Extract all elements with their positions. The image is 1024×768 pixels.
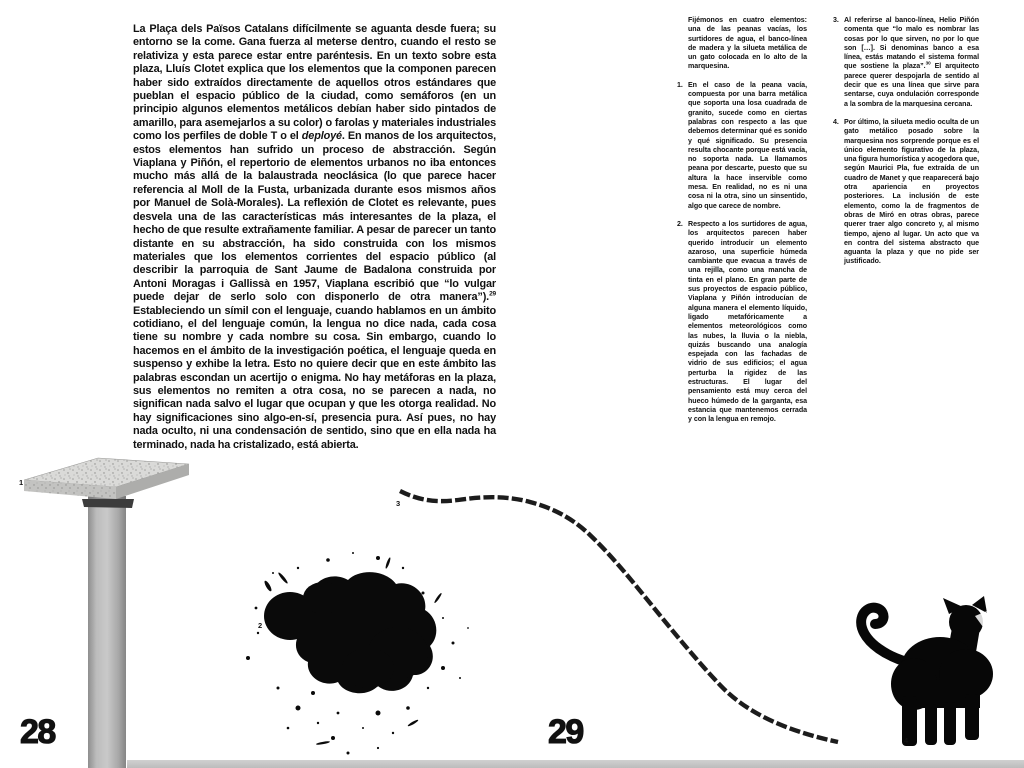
item-text: En el caso de la peana vacía, compuesta por una barra metálica que soporta una losa cuadrada de granito, sucede como en ciertas palabras con respecto a las que debemos determinar qué es sonido y qué significado. Su presencia resulta chocante porque está vacía, no soporta nada. La llamamos peana por descarte, puesto que su altura la hace inservible como mesa. En realidad, no es ni una cosa ni la otra, sino un sinsentido, algo que carece de nombre. [688, 80, 807, 210]
dashed-curve-image [390, 483, 850, 753]
numbered-item-4 [833, 117, 979, 267]
figure-label-3: 3 [396, 499, 401, 508]
item-number: 4. [833, 117, 839, 126]
numbered-item-2 [677, 219, 807, 425]
numbered-item-1 [677, 80, 807, 211]
dashed-curve-figure [390, 483, 850, 758]
footnote-reference-30: 30 [925, 61, 931, 67]
body-text-part3: Estableciendo un símil con el lenguaje, cuando hablamos en un ámbito cotidiano, el del lenguaje común, la lengua no dice nada, cada cosa tiene su nombre y cada nombre su cosa. Sin embargo, cuando lo hacemos en el ámbito de la investigación poética, el lenguaje queda en suspenso y exhibe la letra. Esto no quiere decir que en este ámbito las palabras escondan un acertijo o enigma. No hay metáforas en la plaza, sus elementos no remiten a otra cosa, no se parecen a nada, no significan nada salvo el lugar que ocupan y que les otorga realidad. No hay significaciones sino algo-en-sí, presencia pura. Así pues, no hay nada oculto, ni una condensación de sentido, sino que en ella nada ha terminado, nada ha cristalizado, está abierta. [133, 304, 496, 451]
body-text-part1: La Plaça dels Països Catalans difícilmente se aguanta desde fuera; su entorno se la come. Gana fuerza al meterse dentro, cuando el resto se relativiza y esta parece estar entre paréntesis. En un texto sobre esta plaza, Lluís Clotet explica que los elementos que la componen parecen haber sido extraídos directamente de aquellos otros estándares que pueblan el espacio público de la ciudad, como semáforos (en un principio algunos elementos metálicos debían haber sido pintados de amarillo, para asemejarlos a su color) o farolas y materiales industriales como los perfiles de doble T o el [133, 23, 496, 143]
figure-label-1: 1 [19, 478, 24, 487]
page-number-left: 28 [20, 713, 55, 751]
item-number: 2. [677, 219, 683, 228]
item-number: 3. [833, 16, 839, 24]
right-page-column-1 [677, 16, 807, 433]
item-text [844, 16, 979, 108]
cat-silhouette-image [845, 596, 1017, 748]
photo-ground-strip [127, 760, 1024, 768]
page-number-right: 29 [548, 713, 583, 751]
body-text-part2: . En manos de los arquitectos, estos elementos han sufrido un proceso de abstracción. Según Viaplana y Piñón, el repertorio de elementos urbanos no iba entonces mucho más allá de la balaustrada neoclásica (lo que parece hacer referencia al Moll de la Fusta, urbanizada durante esos mismos años por Manuel de Solà-Morales). La reflexión de Clotet es relevante, pues desvela una de las características más interesantes de la plaza, el hecho de que resulte extrañamente familiar. A pesar de parecer un tanto distante en su abstracción, ha sido construida con los mismos materiales que los elementos corrientes del espacio público (al describir la parroquia de Sant Jaume de Badalona construida por Antoni Moragas i Gallissà en 1957, Viaplana escribió que “lo vulgar puede dejar de serlo solo con disponerlo de otra manera”). [133, 130, 496, 304]
left-page-body-paragraph [133, 23, 496, 452]
item-text: Respecto a los surtidores de agua, los arquitectos parecen haber querido introducir un elemento azaroso, una superficie húmeda cambiante que evacua a través de una rejilla, como una mancha de tinta en el plano. En gran parte de sus proyectos de espacio público, Viaplana y Piñón introducían de alguna manera el elemento líquido, ligado metafóricamente a elementos meteorológicos como las nubes, la lluvia o la niebla, quizás buscando una analogía espejada con las fachadas de vidrio de sus edificios; el agua perturba la rigidez de las estructuras. El lugar del pensamiento está muy cerca del hueco húmedo de la garganta, esa estancia que mantenemos cerrada y con la lengua en remojo. [688, 219, 807, 424]
item-text-pre: Al referirse al banco-línea, Helio Piñón comenta que “lo malo es nombrar las cosas por lo que sirven, no por lo que son […]. Si denominas banco a esa línea, estás matando el sistema formal que sostiene la plaza”. [844, 16, 979, 71]
cat-silhouette-figure [845, 596, 1017, 753]
footnote-reference-29: 29 [489, 290, 496, 298]
figure-label-4: 4 [904, 736, 909, 745]
right-page-column-2 [833, 16, 979, 276]
item-text: Por último, la silueta medio oculta de un gato metálico posado sobre la marquesina nos sorprende porque es el único elemento figurativo de la plaza, una figura humorística y acogedora que, según Maurici Pla, fue extraída de un cuadro de Manet y que reaparecerá bajo otra apariencia en proyectos posteriores. La inclusión de este elemento, como la de fragmentos de obras de Miró en otras obras, parece querer traer algo concreto y, al mismo tiempo, ajeno al lugar. Un acto que va en contra del sistema abstracto que aguanta la plaza y que no pide ser justificado. [844, 117, 979, 266]
numbered-item-3 [833, 16, 979, 109]
figure-label-2: 2 [258, 621, 263, 630]
body-text-italic: deployé [301, 130, 342, 143]
column-intro-paragraph: Fijémonos en cuatro elementos: una de las peanas vacías, los surtidores de agua, el banco-línea de madera y la silueta metálica de un gato colocada en lo alto de la marquesina. [688, 16, 807, 71]
item-text-post: El arquitecto parece querer despojarla de sentido al decir que es una línea que sirve para sentarse, cuya ondulación corresponde a la sombra de la marquesina cercana. [844, 62, 979, 108]
item-number: 1. [677, 80, 683, 89]
